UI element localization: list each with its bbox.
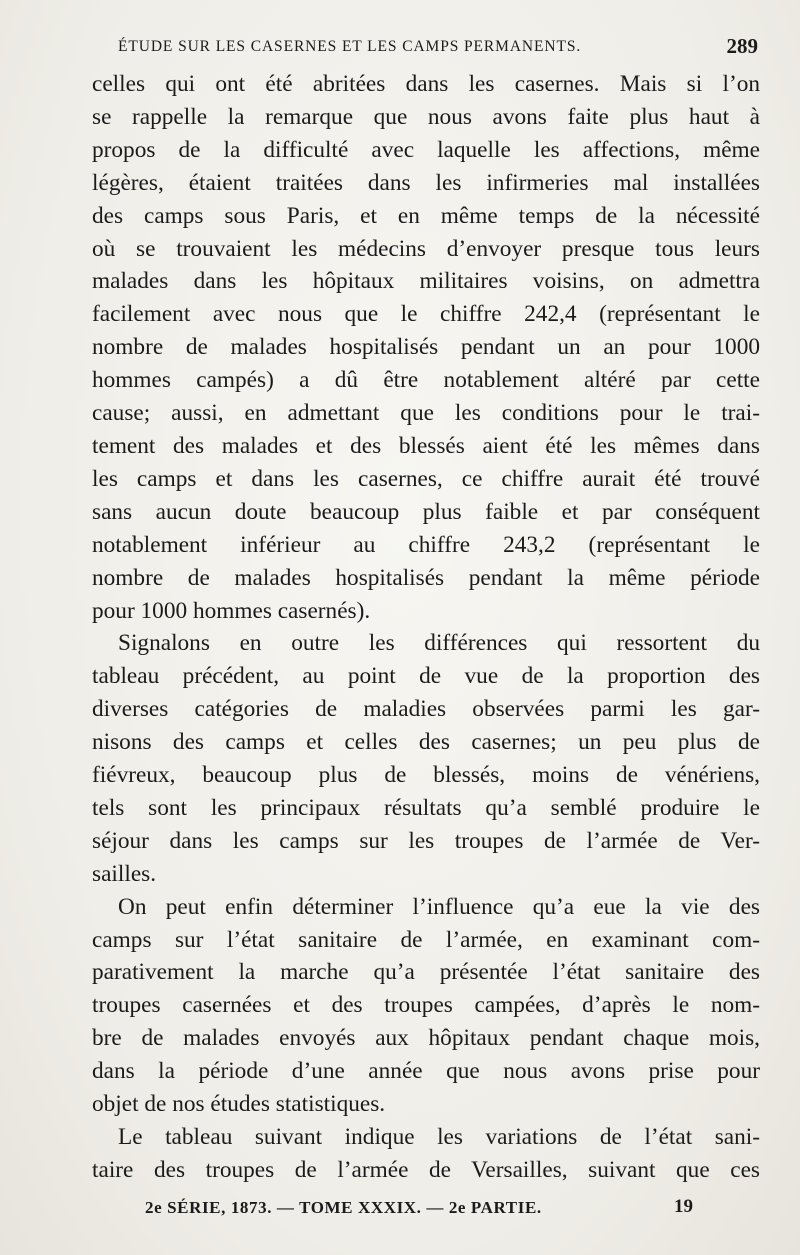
text-line: où se trouvaient les médecins d’envoyer presque tous leurs	[92, 235, 760, 262]
text-line: Signalons en outre les différences qui ressortent du	[118, 630, 760, 657]
text-line: hommes campés) a dû être notablement altéré par cette	[92, 367, 760, 394]
text-line: Le tableau suivant indique les variations de l’état sani-	[118, 1124, 760, 1150]
text-line: facilement avec nous que le chiffre 242,4 (représentant le	[92, 301, 760, 328]
text-line: tableau précédent, au point de vue de la proportion des	[92, 663, 760, 690]
paragraph	[92, 891, 760, 1121]
text-line: nombre de malades hospitalisés pendant la même période	[92, 564, 760, 591]
text-line: légères, étaient traitées dans les infirmeries mal installées	[92, 169, 760, 196]
text-line: diverses catégories de maladies observées parmi les gar-	[92, 696, 760, 723]
text-line: sailles.	[92, 860, 157, 887]
paragraph	[92, 68, 760, 627]
text-line: nombre de malades hospitalisés pendant un an pour 1000	[92, 334, 760, 361]
paragraph	[92, 627, 760, 890]
text-line: bre de malades envoyés aux hôpitaux pendant chaque mois,	[92, 1025, 760, 1052]
text-line: pour 1000 hommes casernés).	[92, 597, 371, 624]
text-line: des camps sous Paris, et en même temps de la nécessité	[92, 202, 760, 229]
body-text	[92, 68, 760, 1187]
text-line: propos de la difficulté avec laquelle les affections, même	[92, 136, 760, 163]
text-line: cause; aussi, en admettant que les conditions pour le trai-	[92, 400, 760, 427]
text-line: séjour dans les camps sur les troupes de l’armée de Ver-	[92, 827, 760, 854]
text-line: celles qui ont été abritées dans les casernes. Mais si l’on	[92, 71, 760, 97]
text-line: se rappelle la remarque que nous avons faite plus haut à	[92, 103, 760, 130]
signature-mark: 2e SÉRIE, 1873. — TOME XXXIX. — 2e PARTIE.	[145, 1198, 542, 1217]
page-footer	[145, 1196, 693, 1222]
running-head	[118, 34, 758, 58]
text-line: camps sur l’état sanitaire de l’armée, en examinant com-	[92, 926, 760, 953]
page-number: 289	[726, 34, 758, 58]
text-line: taire des troupes de l’armée de Versailles, suivant que ces	[92, 1156, 760, 1183]
running-head-title: ÉTUDE SUR LES CASERNES ET LES CAMPS PERMANENTS.	[118, 38, 582, 55]
text-line: sans aucun doute beaucoup plus faible et par conséquent	[92, 498, 760, 525]
text-line: les camps et dans les casernes, ce chiffre aurait été trouvé	[92, 465, 760, 492]
text-line: parativement la marche qu’a présentée l’état sanitaire des	[92, 959, 760, 986]
paragraph	[92, 1121, 760, 1187]
sheet-number: 19	[674, 1196, 693, 1217]
text-line: tement des malades et des blessés aient été les mêmes dans	[92, 432, 760, 459]
text-line: tels sont les principaux résultats qu’a semblé produire le	[92, 794, 760, 821]
text-line: dans la période d’une année que nous avons prise pour	[92, 1058, 760, 1085]
text-line: malades dans les hôpitaux militaires voisins, on admettra	[92, 268, 760, 295]
text-line: nisons des camps et celles des casernes; un peu plus de	[92, 729, 760, 756]
text-line: fiévreux, beaucoup plus de blessés, moins de vénériens,	[92, 762, 760, 789]
text-line: On peut enfin déterminer l’influence qu’a eue la vie des	[118, 893, 760, 920]
text-line: notablement inférieur au chiffre 243,2 (représentant le	[92, 531, 760, 558]
text-line: objet de nos études statistiques.	[92, 1091, 386, 1118]
text-line: troupes casernées et des troupes campées, d’après le nom-	[92, 992, 760, 1019]
